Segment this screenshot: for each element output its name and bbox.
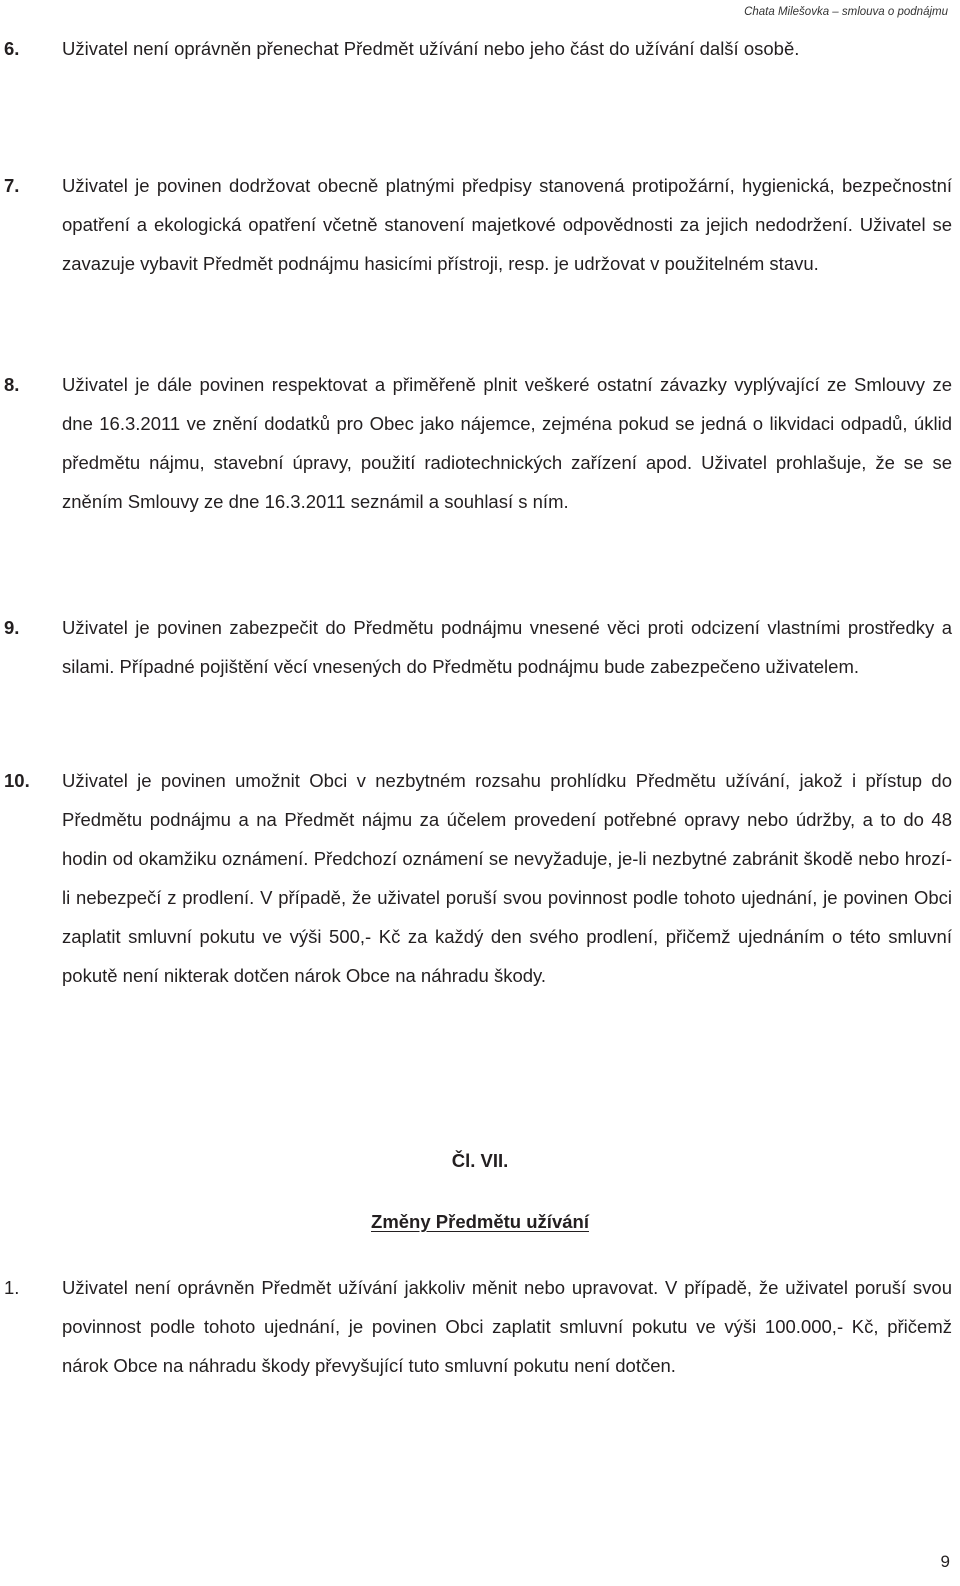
article-title <box>0 1210 960 1234</box>
list-item <box>4 1268 952 1385</box>
list-item <box>4 608 952 686</box>
item-text: Uživatel je povinen umožnit Obci v nezbytném rozsahu prohlídku Předmětu užívání, jakož i přístup do Předmětu podnájmu a na Předmět nájmu za účelem provedení potřebné opravy nebo údržby, a to do 48 hodin od okamžiku oznámení. Předchozí oznámení se nevyžaduje, je-li nezbytné zabránit škodě nebo hrozí-li nebezpečí z prodlení. V případě, že uživatel poruší svou povinnost podle tohoto ujednání, je povinen Obci zaplatit smluvní pokutu ve výši 500,- Kč za každý den svého prodlení, přičemž ujednáním o této smluvní pokutě není nikterak dotčen nárok Obce na náhradu škody. <box>62 770 952 986</box>
item-text: Uživatel je povinen zabezpečit do Předmětu podnájmu vnesené věci proti odcizení vlastními prostředky a silami. Případné pojištění věcí vnesených do Předmětu podnájmu bude zabezpečeno uživatelem. <box>62 617 952 677</box>
item-number: 6. <box>4 38 20 59</box>
article-number: Čl. VII. <box>451 1150 509 1171</box>
item-text: Uživatel je dále povinen respektovat a přiměřeně plnit veškeré ostatní závazky vyplývající ze Smlouvy ze dne 16.3.2011 ve znění dodatků pro Obec jako nájemce, zejména pokud se jedná o likvidaci odpadů, úklid předmětu nájmu, stavební úpravy, použití radiotechnických zařízení apod. Uživatel prohlašuje, že se se zněním Smlouvy ze dne 16.3.2011 seznámil a souhlasí s ním. <box>62 374 952 512</box>
item-text: Uživatel není oprávněn Předmět užívání jakkoliv měnit nebo upravovat. V případě, že uživatel poruší svou povinnost podle tohoto ujednání, je povinen Obci zaplatit smluvní pokutu ve výši 100.000,- Kč, přičemž nárok Obce na náhradu škody převyšující tuto smluvní pokutu není dotčen. <box>62 1277 952 1376</box>
list-item <box>4 761 952 995</box>
item-number: 1. <box>4 1277 20 1298</box>
list-item <box>4 30 952 67</box>
item-number: 10. <box>4 770 30 791</box>
item-text: Uživatel je povinen dodržovat obecně platnými předpisy stanovená protipožární, hygienická, bezpečnostní opatření a ekologická opatření včetně stanovení majetkové odpovědnosti za jejich nedodržení. Uživatel se zavazuje vybavit Předmět podnájmu hasicími přístroji, resp. je udržovat v použitelném stavu. <box>62 175 952 274</box>
item-number: 9. <box>4 617 20 638</box>
page-number: 9 <box>940 1552 950 1571</box>
article-title-text: Změny Předmětu užívání <box>371 1211 589 1232</box>
list-item <box>4 166 952 283</box>
list-item <box>4 365 952 521</box>
item-number: 8. <box>4 374 20 395</box>
running-header: Chata Milešovka – smlouva o podnájmu <box>744 6 948 18</box>
item-text: Uživatel není oprávněn přenechat Předmět užívání nebo jeho část do užívání další osobě. <box>62 38 800 59</box>
item-number: 7. <box>4 175 20 196</box>
